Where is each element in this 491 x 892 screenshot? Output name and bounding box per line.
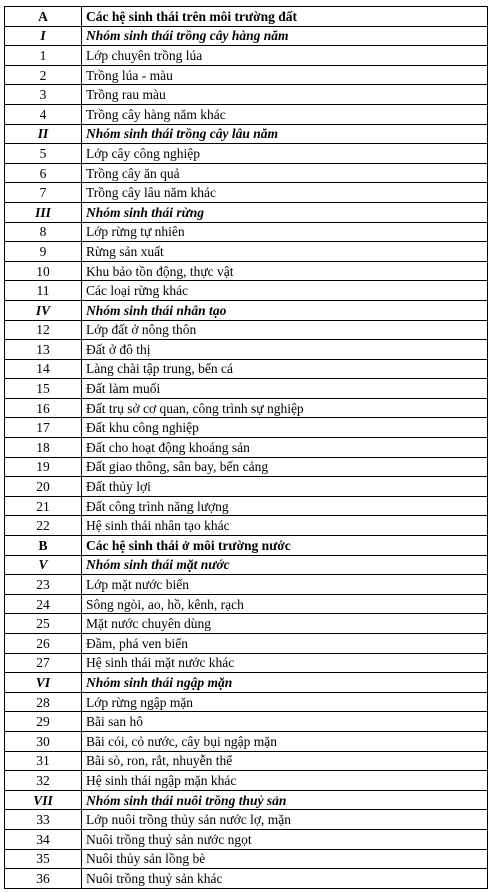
row-label: Trồng cây hàng năm khác (82, 104, 488, 124)
row-code: 7 (5, 183, 82, 203)
row-label: Đất làm muối (82, 379, 488, 399)
row-code: VII (5, 790, 82, 810)
table-row (5, 242, 488, 262)
table-row (5, 359, 488, 379)
row-label: Lớp rừng ngập mặn (82, 692, 488, 712)
row-label: Các loại rừng khác (82, 281, 488, 301)
ecosystem-table-body (5, 7, 488, 889)
row-code: IV (5, 300, 82, 320)
table-row (5, 222, 488, 242)
table-row (5, 810, 488, 830)
table-row (5, 653, 488, 673)
table-row (5, 849, 488, 869)
section-row (5, 536, 488, 556)
table-row (5, 398, 488, 418)
row-label: Đất giao thông, sân bay, bến cảng (82, 457, 488, 477)
row-code: 3 (5, 85, 82, 105)
row-code: 34 (5, 829, 82, 849)
row-label: Lớp chuyên trồng lúa (82, 46, 488, 66)
row-label: Bãi sò, ron, rắt, nhuyễn thể (82, 751, 488, 771)
row-label: Đất ở đô thị (82, 340, 488, 360)
row-label: Bãi cói, cỏ nước, cây bụi ngập mặn (82, 731, 488, 751)
row-label: Hệ sinh thái mặt nước khác (82, 653, 488, 673)
table-row (5, 496, 488, 516)
row-code: I (5, 26, 82, 46)
row-code: 13 (5, 340, 82, 360)
row-code: 4 (5, 104, 82, 124)
row-label: Nhóm sinh thái trồng cây lâu năm (82, 124, 488, 144)
row-code: 22 (5, 516, 82, 536)
row-code: 36 (5, 869, 82, 889)
table-row (5, 575, 488, 595)
table-row (5, 594, 488, 614)
row-code: 14 (5, 359, 82, 379)
table-row (5, 516, 488, 536)
table-row (5, 438, 488, 458)
table-row (5, 65, 488, 85)
row-label: Nhóm sinh thái trồng cây hàng năm (82, 26, 488, 46)
row-label: Nhóm sinh thái nhân tạo (82, 300, 488, 320)
row-label: Trồng cây ăn quả (82, 163, 488, 183)
row-code: 15 (5, 379, 82, 399)
table-row (5, 477, 488, 497)
table-row (5, 712, 488, 732)
table-row (5, 320, 488, 340)
row-label: Nuôi trồng thuỷ sản khác (82, 869, 488, 889)
row-label: Lớp cây công nghiệp (82, 144, 488, 164)
row-code: 21 (5, 496, 82, 516)
row-label: Làng chài tập trung, bến cá (82, 359, 488, 379)
row-code: 2 (5, 65, 82, 85)
row-label: Nhóm sinh thái mặt nước (82, 555, 488, 575)
table-row (5, 829, 488, 849)
row-label: Rừng sản xuất (82, 242, 488, 262)
table-row (5, 731, 488, 751)
table-row (5, 614, 488, 634)
row-label: Khu bảo tồn động, thực vật (82, 261, 488, 281)
row-label: Nuôi trồng thuỷ sản nước ngọt (82, 829, 488, 849)
row-code: V (5, 555, 82, 575)
table-row (5, 104, 488, 124)
row-code: 11 (5, 281, 82, 301)
row-label: Đất công trình năng lượng (82, 496, 488, 516)
table-row (5, 340, 488, 360)
row-code: 6 (5, 163, 82, 183)
row-label: Đất cho hoạt động khoáng sản (82, 438, 488, 458)
row-code: 30 (5, 731, 82, 751)
row-label: Nhóm sinh thái nuôi trồng thuỷ sản (82, 790, 488, 810)
row-code: III (5, 202, 82, 222)
row-code: B (5, 536, 82, 556)
row-label: Hệ sinh thái nhân tạo khác (82, 516, 488, 536)
table-row (5, 751, 488, 771)
row-code: 20 (5, 477, 82, 497)
row-label: Nuôi thủy sản lồng bè (82, 849, 488, 869)
row-label: Lớp đất ở nông thôn (82, 320, 488, 340)
table-row (5, 183, 488, 203)
row-code: 5 (5, 144, 82, 164)
row-label: Trồng rau màu (82, 85, 488, 105)
table-row (5, 144, 488, 164)
row-label: Hệ sinh thái ngập mặn khác (82, 771, 488, 791)
row-label: Mặt nước chuyên dùng (82, 614, 488, 634)
row-label: Đất khu công nghiệp (82, 418, 488, 438)
row-label: Các hệ sinh thái trên môi trường đất (82, 7, 488, 27)
table-row (5, 418, 488, 438)
row-label: Lớp rừng tự nhiên (82, 222, 488, 242)
row-code: 12 (5, 320, 82, 340)
group-row (5, 300, 488, 320)
row-code: 18 (5, 438, 82, 458)
row-label: Nhóm sinh thái rừng (82, 202, 488, 222)
row-code: 9 (5, 242, 82, 262)
table-row (5, 869, 488, 889)
table-row (5, 771, 488, 791)
table-row (5, 692, 488, 712)
row-code: 29 (5, 712, 82, 732)
row-code: 35 (5, 849, 82, 869)
table-row (5, 457, 488, 477)
table-row (5, 163, 488, 183)
row-label: Lớp mặt nước biển (82, 575, 488, 595)
row-code: 8 (5, 222, 82, 242)
row-code: VI (5, 673, 82, 693)
row-code: 31 (5, 751, 82, 771)
row-code: 33 (5, 810, 82, 830)
row-code: A (5, 7, 82, 27)
table-row (5, 634, 488, 654)
row-code: 1 (5, 46, 82, 66)
group-row (5, 790, 488, 810)
row-code: 24 (5, 594, 82, 614)
group-row (5, 124, 488, 144)
row-code: II (5, 124, 82, 144)
row-code: 25 (5, 614, 82, 634)
group-row (5, 673, 488, 693)
row-code: 26 (5, 634, 82, 654)
row-code: 16 (5, 398, 82, 418)
row-code: 23 (5, 575, 82, 595)
row-code: 10 (5, 261, 82, 281)
row-label: Sông ngòi, ao, hồ, kênh, rạch (82, 594, 488, 614)
section-row (5, 7, 488, 27)
group-row (5, 202, 488, 222)
table-row (5, 46, 488, 66)
table-row (5, 379, 488, 399)
row-code: 19 (5, 457, 82, 477)
table-row (5, 281, 488, 301)
row-label: Trồng lúa - màu (82, 65, 488, 85)
row-label: Lớp nuôi trồng thủy sản nước lợ, mặn (82, 810, 488, 830)
row-label: Bãi san hô (82, 712, 488, 732)
row-label: Đầm, phá ven biển (82, 634, 488, 654)
ecosystem-table (4, 6, 488, 889)
group-row (5, 555, 488, 575)
row-code: 32 (5, 771, 82, 791)
row-code: 27 (5, 653, 82, 673)
table-row (5, 85, 488, 105)
row-label: Đất trụ sở cơ quan, công trình sự nghiệp (82, 398, 488, 418)
table-row (5, 261, 488, 281)
row-code: 17 (5, 418, 82, 438)
row-label: Đất thủy lợi (82, 477, 488, 497)
group-row (5, 26, 488, 46)
row-label: Các hệ sinh thái ở môi trường nước (82, 536, 488, 556)
row-label: Trồng cây lâu năm khác (82, 183, 488, 203)
row-code: 28 (5, 692, 82, 712)
row-label: Nhóm sinh thái ngập mặn (82, 673, 488, 693)
